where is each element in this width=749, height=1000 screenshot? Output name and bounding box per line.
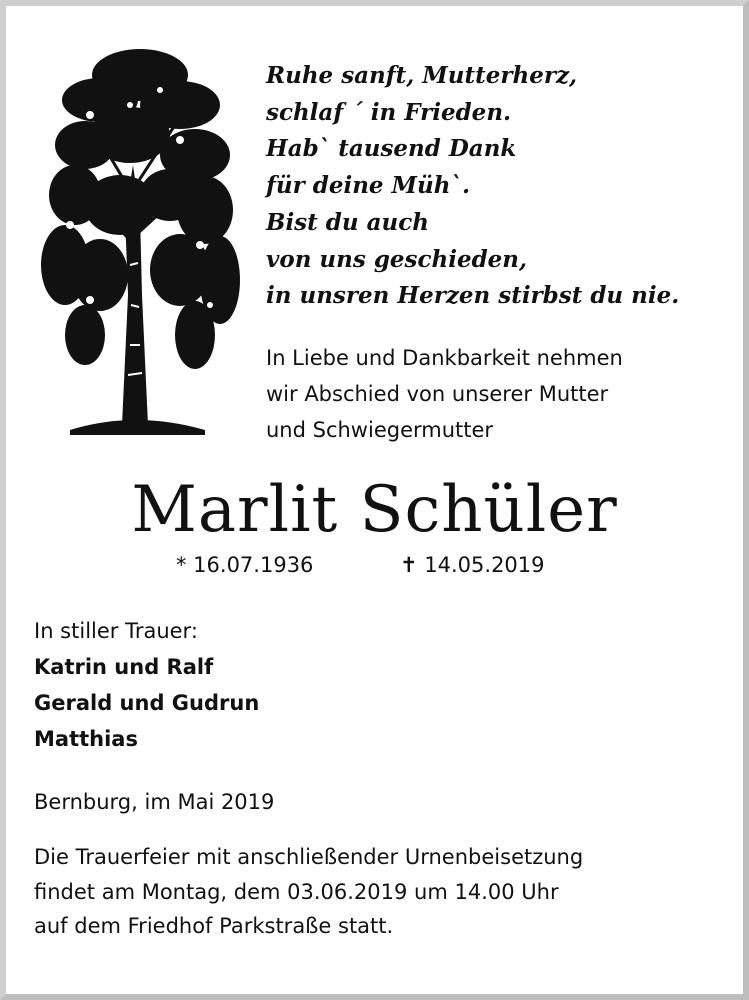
poem-line: von uns geschieden, (266, 245, 528, 273)
poem-line: schlaf ´ in Frieden. (266, 98, 512, 126)
farewell-text (266, 340, 736, 448)
funeral-line: findet am Montag, dem 03.06.2019 um 14.00 Uhr (34, 879, 559, 904)
funeral-line: auf dem Friedhof Parkstraße statt. (34, 914, 394, 938)
memorial-poem (266, 58, 736, 315)
mourners-block (34, 613, 714, 757)
poem-line: Bist du auch (266, 208, 429, 236)
mourner-name: Matthias (34, 727, 138, 751)
mourner-name: Gerald und Gudrun (34, 691, 260, 715)
poem-line: Ruhe sanft, Mutterherz, (266, 62, 578, 89)
life-dates (0, 547, 749, 583)
farewell-line: und Schwiegermutter (266, 418, 494, 442)
death-date: ✝ 14.05.2019 (400, 553, 545, 577)
poem-line: Hab` tausend Dank (266, 135, 517, 163)
funeral-info (34, 840, 734, 944)
place-date: Bernburg, im Mai 2019 (34, 790, 275, 814)
poem-line: für deine Müh`. (266, 172, 470, 200)
birch-tree-icon (30, 45, 240, 435)
mourner-name: Katrin und Ralf (34, 655, 214, 679)
mourners-intro: In stiller Trauer: (34, 619, 198, 643)
birth-date: * 16.07.1936 (176, 553, 314, 577)
poem-line: in unsren Herzen stirbst du nie. (266, 282, 680, 310)
funeral-line: Die Trauerfeier mit anschließender Urnenbeisetzung (34, 845, 584, 869)
farewell-line: In Liebe und Dankbarkeit nehmen (266, 346, 623, 370)
farewell-line: wir Abschied von unserer Mutter (266, 382, 609, 406)
deceased-name: Marlit Schüler (131, 473, 618, 547)
